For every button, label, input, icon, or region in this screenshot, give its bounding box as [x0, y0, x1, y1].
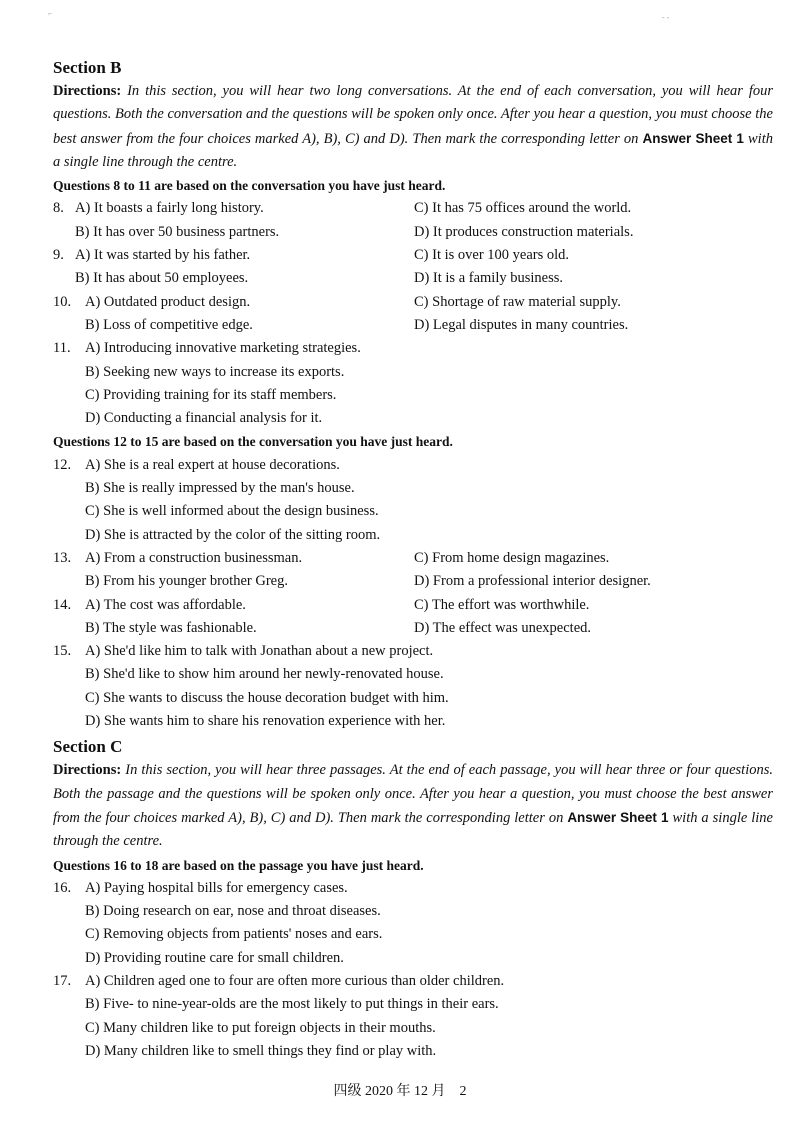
option-d: D) She wants him to share his renovation experience with her.: [85, 713, 446, 730]
option-b: B) Loss of competitive edge.: [85, 316, 253, 333]
option-c: C) She wants to discuss the house decoration budget with him.: [85, 689, 449, 706]
option-b: B) Doing research on ear, nose and throat diseases.: [85, 903, 381, 920]
question-17: [53, 970, 773, 1063]
question-16: [53, 877, 773, 970]
question-group-heading: Questions 8 to 11 are based on the conversation you have just heard.: [53, 178, 446, 194]
option-d: D) Many children like to smell things they find or play with.: [85, 1042, 437, 1059]
option-d: D) From a professional interior designer.: [414, 573, 651, 590]
answer-sheet-label: Answer Sheet 1: [642, 130, 744, 146]
option-b: B) The style was fashionable.: [85, 619, 257, 636]
option-a: A) Children aged one to four are often more curious than older children.: [85, 972, 505, 989]
option-c: C) Shortage of raw material supply.: [414, 293, 621, 310]
option-c: C) Removing objects from patients' noses and ears.: [85, 926, 383, 943]
question-13: [53, 547, 773, 594]
section-title: Section B: [53, 58, 122, 77]
question-group-heading: Questions 16 to 18 are based on the passage you have just heard.: [53, 857, 424, 873]
option-a: A) She is a real expert at house decorations.: [85, 456, 340, 473]
option-d: D) She is attracted by the color of the sitting room.: [85, 526, 381, 543]
option-a: A) Paying hospital bills for emergency cases.: [85, 879, 348, 896]
question-number: 17.: [53, 972, 72, 989]
option-c: C) It is over 100 years old.: [414, 247, 570, 264]
option-b: B) It has about 50 employees.: [75, 270, 249, 287]
directions-text: In this section, you will hear three passages. At the end of each passage, you will hear three or four questions. Both the passage and the questions will be spoken only once. After you hear a question, you must choose the best answer from the four choices marked A), B), C) and D). Then mark the corresponding letter on: [53, 762, 773, 826]
section-title: Section C: [53, 737, 123, 757]
question-10: [53, 291, 773, 338]
directions: [53, 759, 773, 853]
option-b: B) She is really impressed by the man's house.: [85, 480, 355, 497]
option-d: D) It is a family business.: [414, 270, 564, 287]
option-a: A) The cost was affordable.: [85, 596, 246, 613]
directions: [53, 80, 773, 174]
option-c: C) From home design magazines.: [414, 549, 610, 566]
option-b: B) Seeking new ways to increase its exports.: [85, 363, 345, 380]
option-a: A) She'd like him to talk with Jonathan about a new project.: [85, 643, 434, 660]
option-c: C) Many children like to put foreign objects in their mouths.: [85, 1019, 436, 1036]
option-d: D) Providing routine care for small children.: [85, 949, 344, 966]
option-c: C) The effort was worthwhile.: [414, 596, 590, 613]
answer-sheet-label: Answer Sheet 1: [567, 809, 669, 825]
question-group-heading: Questions 12 to 15 are based on the conversation you have just heard.: [53, 434, 453, 450]
question-number: 11.: [53, 340, 71, 357]
question-number: 8.: [53, 200, 64, 217]
option-b: B) From his younger brother Greg.: [85, 573, 288, 590]
option-a: A) Introducing innovative marketing strategies.: [85, 340, 361, 357]
question-number: 16.: [53, 879, 72, 896]
question-number: 9.: [53, 247, 64, 264]
directions-label: Directions:: [53, 762, 122, 779]
scan-mark: - -: [662, 13, 670, 22]
option-b: B) It has over 50 business partners.: [75, 223, 280, 240]
option-d: D) Legal disputes in many countries.: [414, 316, 629, 333]
question-9: [53, 244, 773, 291]
question-15: [53, 640, 773, 733]
option-c: C) Providing training for its staff members.: [85, 386, 337, 403]
scan-mark: ,.: [48, 7, 52, 16]
option-b: B) Five- to nine-year-olds are the most likely to put things in their ears.: [85, 996, 499, 1013]
question-number: 15.: [53, 643, 72, 660]
option-d: D) The effect was unexpected.: [414, 619, 592, 636]
option-d: D) Conducting a financial analysis for it.: [85, 410, 323, 427]
question-number: 12.: [53, 456, 72, 473]
section-c: [53, 735, 773, 1063]
option-a: A) It was started by his father.: [75, 247, 251, 264]
question-number: 14.: [53, 596, 72, 613]
directions-text: with a single line through the centre.: [53, 130, 773, 170]
directions-label: Directions:: [53, 83, 122, 99]
question-number: 13.: [53, 549, 72, 566]
question-14: [53, 594, 773, 641]
question-8: [53, 197, 773, 244]
directions-text: In this section, you will hear two long conversations. At the end of each conversation, you will hear four questions. Both the conversation and the questions will be spoken only once. After you hear a question, you must choose the best answer from the four choices marked A), B), C) and D). Then mark the corresponding letter on: [53, 83, 773, 147]
question-12: [53, 454, 773, 547]
question-11: [53, 337, 773, 430]
option-c: C) She is well informed about the design business.: [85, 503, 379, 520]
option-b: B) She'd like to show him around her newly-renovated house.: [85, 666, 444, 683]
option-a: A) From a construction businessman.: [85, 549, 303, 566]
exam-page: [53, 56, 773, 1063]
directions-text: with a single line through the centre.: [53, 809, 773, 850]
page-footer: 四级 2020 年 12 月 2: [333, 1084, 467, 1099]
section-b: [53, 56, 773, 733]
option-a: A) Outdated product design.: [85, 293, 251, 310]
option-d: D) It produces construction materials.: [414, 223, 634, 240]
question-number: 10.: [53, 293, 72, 310]
option-c: C) It has 75 offices around the world.: [414, 200, 632, 217]
option-a: A) It boasts a fairly long history.: [75, 200, 264, 217]
